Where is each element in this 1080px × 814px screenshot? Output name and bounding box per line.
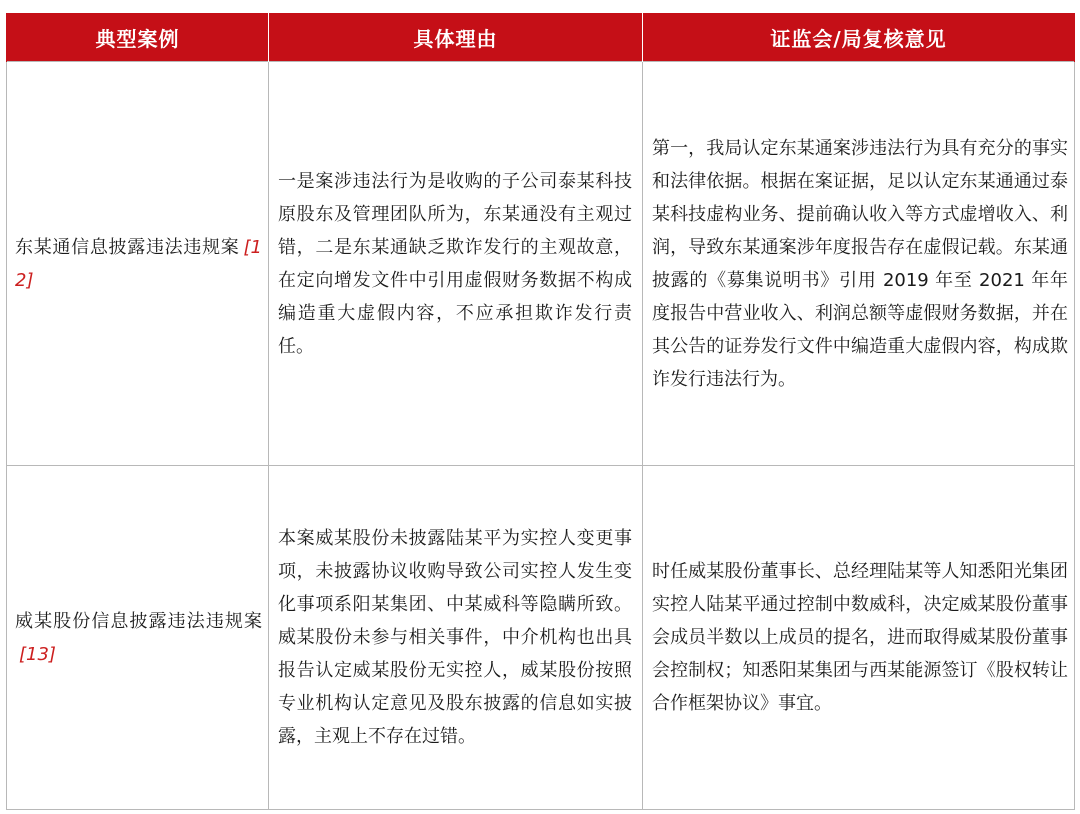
header-row bbox=[7, 13, 1075, 62]
citation-link[interactable]: [13] bbox=[19, 643, 56, 665]
case-name: 威某股份信息披露违法违规案 bbox=[15, 610, 262, 632]
table-row bbox=[7, 466, 1075, 810]
case-table bbox=[6, 13, 1075, 810]
case-name: 东某通信息披露违法违规案 bbox=[15, 236, 240, 258]
header-csrc-review-opinion: 证监会/局复核意见 bbox=[643, 13, 1075, 62]
case-cell bbox=[7, 466, 269, 810]
header-specific-reason: 具体理由 bbox=[269, 13, 643, 62]
opinion-cell: 时任威某股份董事长、总经理陆某等人知悉阳光集团实控人陆某平通过控制中数威科，决定威某股份董事会成员半数以上成员的提名，进而取得威某股份董事会控制权；知悉阳某集团与西某能源签订《股权转让合作框架协议》事宜。 bbox=[643, 466, 1075, 810]
header-typical-case: 典型案例 bbox=[7, 13, 269, 62]
reason-cell: 一是案涉违法行为是收购的子公司泰某科技原股东及管理团队所为，东某通没有主观过错，二是东某通缺乏欺诈发行的主观故意，在定向增发文件中引用虚假财务数据不构成编造重大虚假内容，不应承担欺诈发行责任。 bbox=[269, 62, 643, 466]
reason-cell: 本案威某股份未披露陆某平为实控人变更事项，未披露协议收购导致公司实控人发生变化事项系阳某集团、中某威科等隐瞒所致。威某股份未参与相关事件，中介机构也出具报告认定威某股份无实控人，威某股份按照专业机构认定意见及股东披露的信息如实披露，主观上不存在过错。 bbox=[269, 466, 643, 810]
case-cell bbox=[7, 62, 269, 466]
opinion-cell: 第一，我局认定东某通案涉违法行为具有充分的事实和法律依据。根据在案证据，足以认定东某通通过泰某科技虚构业务、提前确认收入等方式虚增收入、利润，导致东某通案涉年度报告存在虚假记载。东某通披露的《募集说明书》引用 2019 年至 2021 年年度报告中营业收入、利润总额等虚假财务数据，并在其公告的证券发行文件中编造重大虚假内容，构成欺诈发行违法行为。 bbox=[643, 62, 1075, 466]
table-row bbox=[7, 62, 1075, 466]
citation-link[interactable]: [12] bbox=[15, 236, 262, 291]
